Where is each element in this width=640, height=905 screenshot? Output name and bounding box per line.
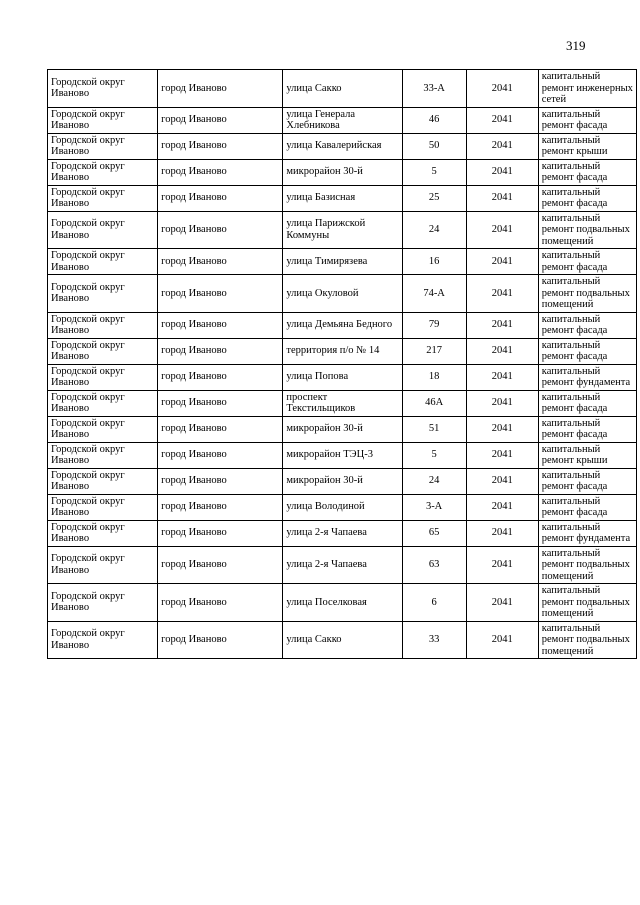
- okrug-cell: Городской округ Иваново: [48, 133, 158, 159]
- okrug-cell: Городской округ Иваново: [48, 621, 158, 659]
- table-row: [48, 159, 637, 185]
- street-cell: улица Володиной: [283, 494, 402, 520]
- street-cell: проспект Текстильщиков: [283, 390, 402, 416]
- year-cell: 2041: [466, 211, 538, 249]
- street-cell: улица Поселковая: [283, 584, 402, 622]
- okrug-cell: Городской округ Иваново: [48, 468, 158, 494]
- table-row: [48, 275, 637, 313]
- year-cell: 2041: [466, 390, 538, 416]
- okrug-cell: Городской округ Иваново: [48, 364, 158, 390]
- street-cell: улица Тимирязева: [283, 249, 402, 275]
- registry-table: [47, 69, 637, 659]
- city-cell: город Иваново: [158, 312, 283, 338]
- street-cell: микрорайон 30-й: [283, 468, 402, 494]
- street-cell: улица 2-я Чапаева: [283, 546, 402, 584]
- house-number-cell: 24: [402, 468, 466, 494]
- year-cell: 2041: [466, 249, 538, 275]
- year-cell: 2041: [466, 185, 538, 211]
- work-type-cell: капитальный ремонт подвальных помещений: [538, 211, 636, 249]
- table-row: [48, 468, 637, 494]
- table-row: [48, 185, 637, 211]
- work-type-cell: капитальный ремонт фундамента: [538, 364, 636, 390]
- city-cell: город Иваново: [158, 494, 283, 520]
- house-number-cell: 46: [402, 107, 466, 133]
- work-type-cell: капитальный ремонт фасада: [538, 338, 636, 364]
- year-cell: 2041: [466, 584, 538, 622]
- year-cell: 2041: [466, 312, 538, 338]
- house-number-cell: 51: [402, 416, 466, 442]
- year-cell: 2041: [466, 416, 538, 442]
- okrug-cell: Городской округ Иваново: [48, 249, 158, 275]
- city-cell: город Иваново: [158, 364, 283, 390]
- house-number-cell: 16: [402, 249, 466, 275]
- city-cell: город Иваново: [158, 520, 283, 546]
- year-cell: 2041: [466, 364, 538, 390]
- okrug-cell: Городской округ Иваново: [48, 159, 158, 185]
- house-number-cell: 6: [402, 584, 466, 622]
- house-number-cell: 33: [402, 621, 466, 659]
- house-number-cell: 65: [402, 520, 466, 546]
- table-row: [48, 621, 637, 659]
- house-number-cell: 79: [402, 312, 466, 338]
- house-number-cell: 24: [402, 211, 466, 249]
- street-cell: улица Сакко: [283, 70, 402, 108]
- city-cell: город Иваново: [158, 159, 283, 185]
- house-number-cell: 217: [402, 338, 466, 364]
- street-cell: улица Парижской Коммуны: [283, 211, 402, 249]
- house-number-cell: 46А: [402, 390, 466, 416]
- street-cell: микрорайон 30-й: [283, 416, 402, 442]
- table-row: [48, 70, 637, 108]
- year-cell: 2041: [466, 338, 538, 364]
- okrug-cell: Городской округ Иваново: [48, 390, 158, 416]
- city-cell: город Иваново: [158, 70, 283, 108]
- house-number-cell: 74-А: [402, 275, 466, 313]
- street-cell: улица Окуловой: [283, 275, 402, 313]
- year-cell: 2041: [466, 546, 538, 584]
- street-cell: улица Демьяна Бедного: [283, 312, 402, 338]
- okrug-cell: Городской округ Иваново: [48, 338, 158, 364]
- city-cell: город Иваново: [158, 442, 283, 468]
- year-cell: 2041: [466, 442, 538, 468]
- okrug-cell: Городской округ Иваново: [48, 442, 158, 468]
- work-type-cell: капитальный ремонт крыши: [538, 442, 636, 468]
- city-cell: город Иваново: [158, 185, 283, 211]
- work-type-cell: капитальный ремонт фасада: [538, 390, 636, 416]
- city-cell: город Иваново: [158, 211, 283, 249]
- work-type-cell: капитальный ремонт фундамента: [538, 520, 636, 546]
- city-cell: город Иваново: [158, 468, 283, 494]
- okrug-cell: Городской округ Иваново: [48, 107, 158, 133]
- work-type-cell: капитальный ремонт крыши: [538, 133, 636, 159]
- house-number-cell: 33-А: [402, 70, 466, 108]
- table-body: [48, 70, 637, 659]
- house-number-cell: 63: [402, 546, 466, 584]
- work-type-cell: капитальный ремонт фасада: [538, 416, 636, 442]
- work-type-cell: капитальный ремонт фасада: [538, 249, 636, 275]
- okrug-cell: Городской округ Иваново: [48, 70, 158, 108]
- work-type-cell: капитальный ремонт фасада: [538, 312, 636, 338]
- okrug-cell: Городской округ Иваново: [48, 275, 158, 313]
- street-cell: микрорайон ТЭЦ-3: [283, 442, 402, 468]
- year-cell: 2041: [466, 520, 538, 546]
- okrug-cell: Городской округ Иваново: [48, 494, 158, 520]
- year-cell: 2041: [466, 107, 538, 133]
- house-number-cell: 25: [402, 185, 466, 211]
- table-row: [48, 390, 637, 416]
- house-number-cell: 3-А: [402, 494, 466, 520]
- work-type-cell: капитальный ремонт подвальных помещений: [538, 621, 636, 659]
- okrug-cell: Городской округ Иваново: [48, 416, 158, 442]
- okrug-cell: Городской округ Иваново: [48, 312, 158, 338]
- house-number-cell: 18: [402, 364, 466, 390]
- table-row: [48, 338, 637, 364]
- city-cell: город Иваново: [158, 249, 283, 275]
- work-type-cell: капитальный ремонт фасада: [538, 159, 636, 185]
- work-type-cell: капитальный ремонт фасада: [538, 107, 636, 133]
- city-cell: город Иваново: [158, 416, 283, 442]
- city-cell: город Иваново: [158, 584, 283, 622]
- table-row: [48, 442, 637, 468]
- okrug-cell: Городской округ Иваново: [48, 185, 158, 211]
- year-cell: 2041: [466, 621, 538, 659]
- city-cell: город Иваново: [158, 621, 283, 659]
- city-cell: город Иваново: [158, 390, 283, 416]
- table-row: [48, 312, 637, 338]
- year-cell: 2041: [466, 494, 538, 520]
- year-cell: 2041: [466, 70, 538, 108]
- okrug-cell: Городской округ Иваново: [48, 211, 158, 249]
- city-cell: город Иваново: [158, 546, 283, 584]
- table-row: [48, 546, 637, 584]
- year-cell: 2041: [466, 159, 538, 185]
- table-row: [48, 520, 637, 546]
- table-row: [48, 211, 637, 249]
- table-row: [48, 416, 637, 442]
- street-cell: улица Генерала Хлебникова: [283, 107, 402, 133]
- year-cell: 2041: [466, 133, 538, 159]
- table-row: [48, 249, 637, 275]
- table-row: [48, 364, 637, 390]
- table-row: [48, 133, 637, 159]
- street-cell: улица Кавалерийская: [283, 133, 402, 159]
- work-type-cell: капитальный ремонт подвальных помещений: [538, 275, 636, 313]
- street-cell: улица 2-я Чапаева: [283, 520, 402, 546]
- work-type-cell: капитальный ремонт фасада: [538, 494, 636, 520]
- work-type-cell: капитальный ремонт подвальных помещений: [538, 546, 636, 584]
- street-cell: улица Базисная: [283, 185, 402, 211]
- table-row: [48, 494, 637, 520]
- house-number-cell: 5: [402, 442, 466, 468]
- table-row: [48, 584, 637, 622]
- work-type-cell: капитальный ремонт фасада: [538, 185, 636, 211]
- street-cell: улица Попова: [283, 364, 402, 390]
- year-cell: 2041: [466, 275, 538, 313]
- table-row: [48, 107, 637, 133]
- house-number-cell: 5: [402, 159, 466, 185]
- year-cell: 2041: [466, 468, 538, 494]
- page-number: 319: [566, 38, 586, 53]
- okrug-cell: Городской округ Иваново: [48, 546, 158, 584]
- house-number-cell: 50: [402, 133, 466, 159]
- street-cell: территория п/о № 14: [283, 338, 402, 364]
- city-cell: город Иваново: [158, 133, 283, 159]
- okrug-cell: Городской округ Иваново: [48, 520, 158, 546]
- city-cell: город Иваново: [158, 338, 283, 364]
- city-cell: город Иваново: [158, 275, 283, 313]
- street-cell: улица Сакко: [283, 621, 402, 659]
- okrug-cell: Городской округ Иваново: [48, 584, 158, 622]
- street-cell: микрорайон 30-й: [283, 159, 402, 185]
- work-type-cell: капитальный ремонт подвальных помещений: [538, 584, 636, 622]
- city-cell: город Иваново: [158, 107, 283, 133]
- work-type-cell: капитальный ремонт фасада: [538, 468, 636, 494]
- work-type-cell: капитальный ремонт инженерных сетей: [538, 70, 636, 108]
